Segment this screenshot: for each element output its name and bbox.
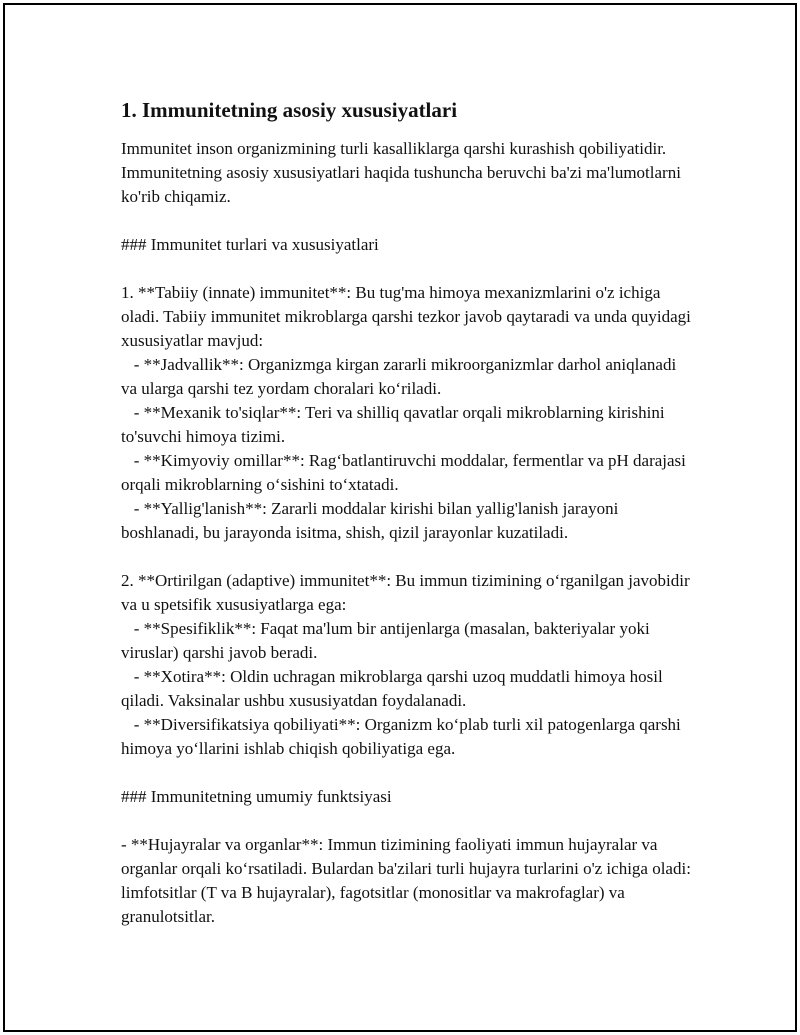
sub-item-yalliglanish: - **Yallig'lanish**: Zararli moddalar kirishi bilan yallig'lanish jarayoni boshlanadi, bu jarayonda isitma, shish, qizil jarayonlar kuzatiladi. — [121, 499, 623, 542]
document-content — [121, 97, 696, 929]
intro-paragraph: Immunitet inson organizmining turli kasalliklarga qarshi kurashish qobiliyatidir. Immunitetning asosiy xususiyatlari haqida tushuncha beruvchi ba'zi ma'lumotlarni ko'rib chiqamiz. — [121, 139, 686, 206]
spacer — [121, 545, 691, 569]
document-title: 1. Immunitetning asosiy xususiyatlari — [121, 98, 458, 122]
sub-item-kimyoviy: - **Kimyoviy omillar**: Rag‘batlantiruvchi moddalar, fermentlar va pH darajasi orqali mikroblarning o‘sishini to‘xtatadi. — [121, 451, 691, 494]
sub-item-xotira: - **Xotira**: Oldin uchragan mikroblarga qarshi uzoq muddatli himoya hosil qiladi. Vaksinalar ushbu xususiyatdan foydalanadi. — [121, 667, 667, 710]
spacer — [121, 209, 691, 233]
sub-item-mexanik: - **Mexanik to'siqlar**: Teri va shilliq qavatlar orqali mikroblarning kirishini to'suvchi himoya tizimi. — [121, 403, 669, 446]
sub-item-jadvallik: - **Jadvallik**: Organizmga kirgan zararli mikroorganizmlar darhol aniqlanadi va ularga qarshi tez yordam choralari ko‘riladi. — [121, 355, 681, 398]
list-item-adaptive: 2. **Ortirilgan (adaptive) immunitet**: Bu immun tizimining o‘rganilgan javobidir va u spetsifik xususiyatlarga ega: — [121, 571, 694, 614]
spacer — [121, 761, 691, 785]
spacer — [121, 809, 691, 833]
document-page — [3, 3, 797, 1032]
sub-item-spesifiklik: - **Spesifiklik**: Faqat ma'lum bir antijenlarga (masalan, bakteriyalar yoki viruslar) qarshi javob beradi. — [121, 619, 654, 662]
sub-item-diversifikatsiya: - **Diversifikatsiya qobiliyati**: Organizm ko‘plab turli xil patogenlarga qarshi himoya yo‘llarini ishlab chiqish qobiliyatiga ega. — [121, 715, 686, 758]
list-item-innate: 1. **Tabiiy (innate) immunitet**: Bu tug'ma himoya mexanizmlarini o'z ichiga oladi. Tabiiy immunitet mikroblarga qarshi tezkor javob qaytaradi va unda quyidagi xususiyatlar mavjud: — [121, 283, 696, 350]
spacer — [121, 257, 691, 281]
section-heading-functions: ### Immunitetning umumiy funktsiyasi — [121, 787, 392, 806]
list-item-cells-organs: - **Hujayralar va organlar**: Immun tizimining faoliyati immun hujayralar va organlar orqali ko‘rsatiladi. Bulardan ba'zilari turli hujayra turlarini o'z ichiga oladi: limfotsitlar (T va B hujayralar), fagotsitlar (monositlar va makrofaglar) va granulotsitlar. — [121, 835, 696, 926]
section-heading-types: ### Immunitet turlari va xususiyatlari — [121, 235, 379, 254]
